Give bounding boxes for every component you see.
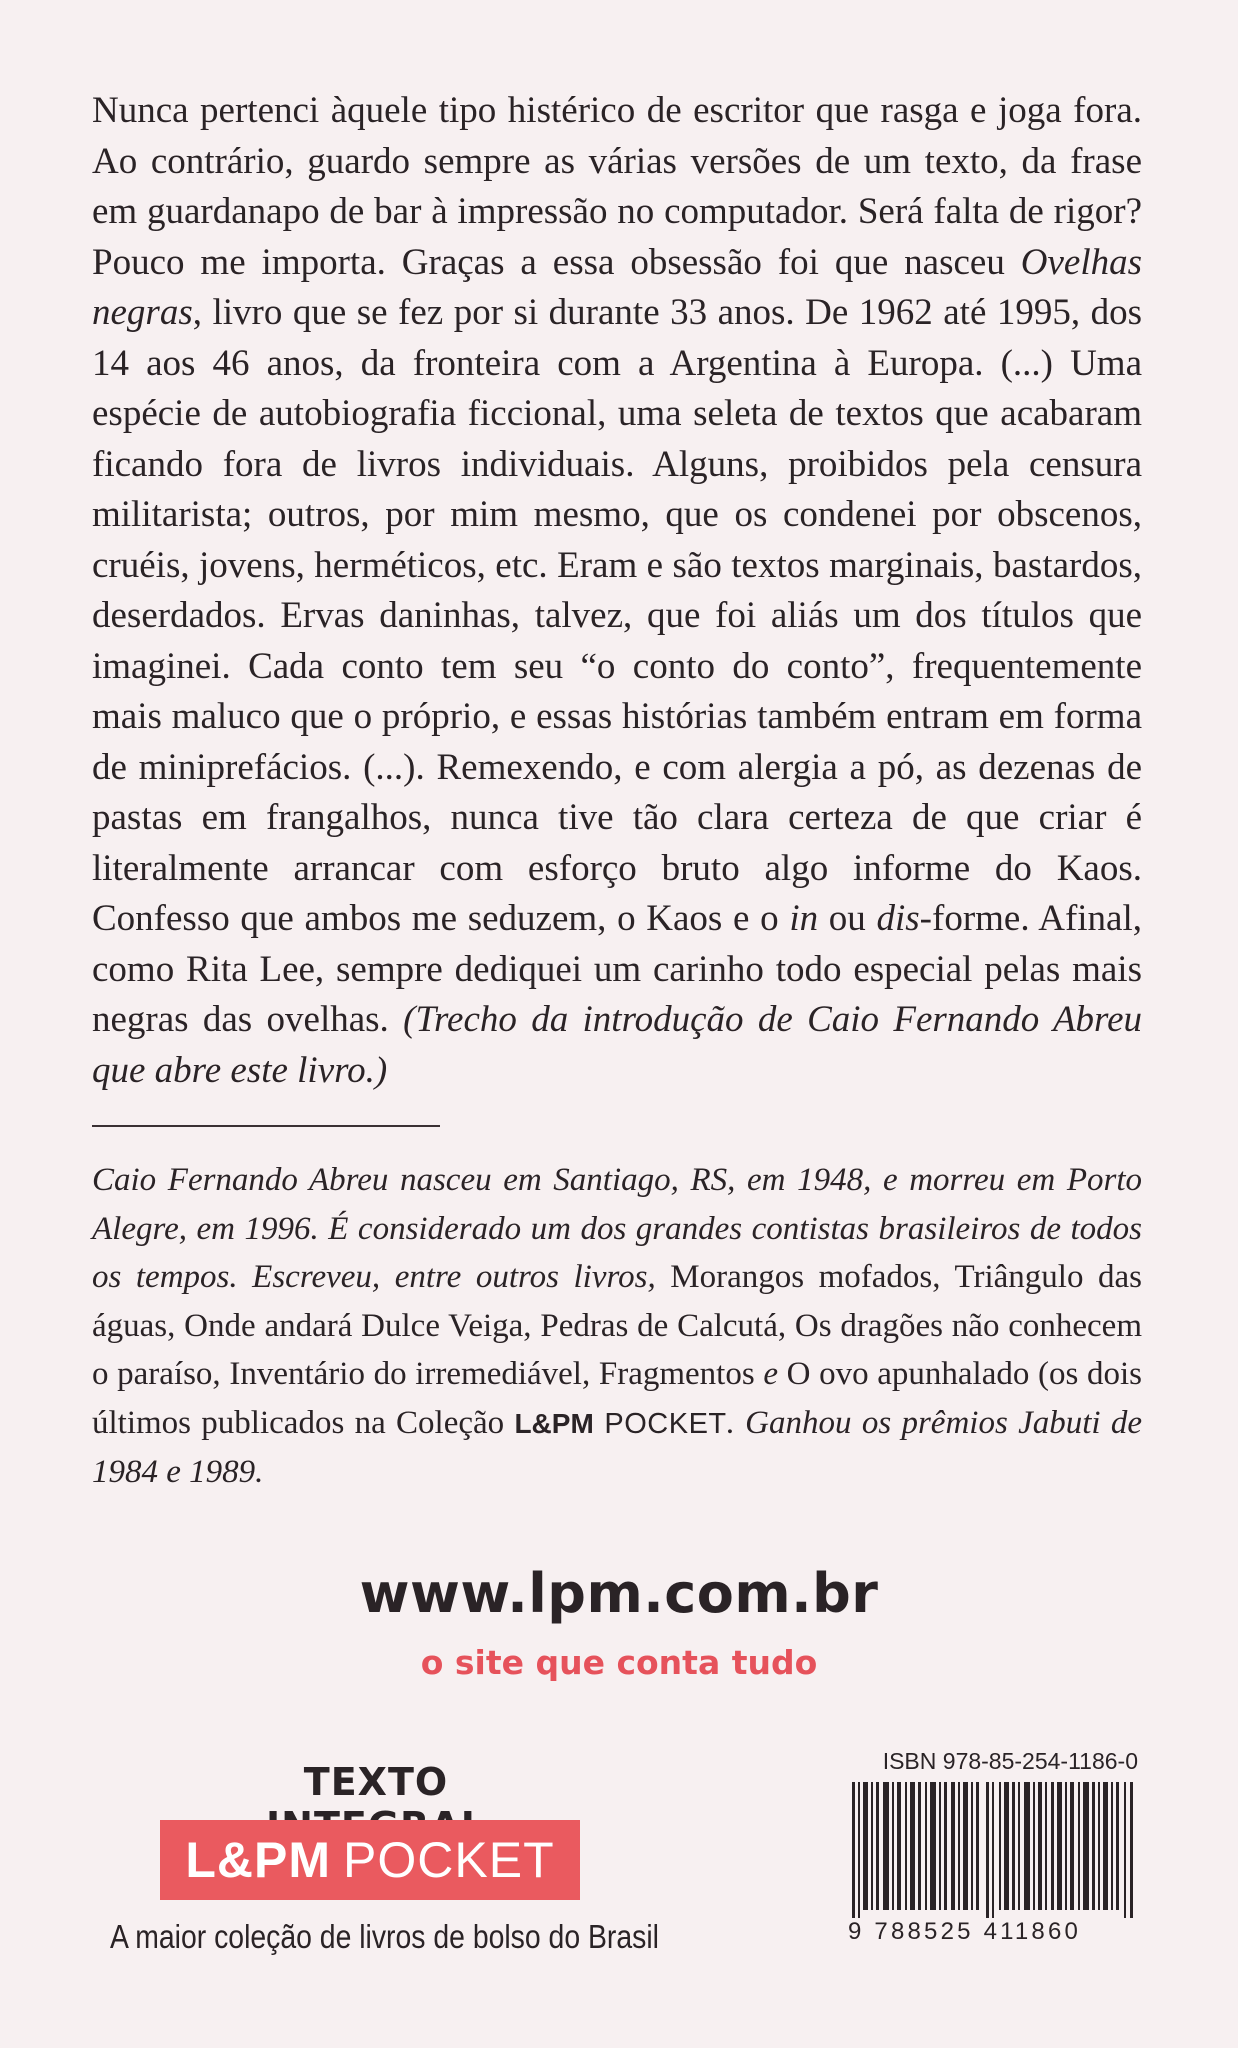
- intro-text-2: , livro que se fez por si durante 33 anos. De 1962 até 1995, dos 14 aos 46 anos, da fronteira com a Argentina à Europa. (...) Uma espécie de autobiografia ficcional, uma seleta de textos que acabaram ficando fora de livros individuais. Alguns, proibidos pela censura militarista; outros, por mim mesmo, que os condenei por obscenos, cruéis, jovens, herméticos, etc. Eram e são textos marginais, bastardos, deserdados. Ervas daninhas, talvez, que foi aliás um dos títulos que imaginei. Cada conto tem seu “o conto do conto”, frequentemente mais maluco que o próprio, e essas histórias também entram em forma de miniprefácios. (...). Remexendo, e com alergia a pó, as dezenas de pastas em frangalhos, nunca tive tão clara certeza de que criar é literalmente arrancar com esforço bruto algo informe do Kaos. Confesso que ambos me seduzem, o Kaos e o: [92, 292, 1142, 939]
- bio-books: Morangos mofados, Triângulo das águas, Onde andará Dulce Veiga, Pedras de Calcutá, Os dragões não conhecem o paraíso, Inventário do irremediável, Fragmentos: [92, 1259, 1142, 1392]
- intro-text-3: -forme. Afinal, como Rita Lee, sempre dediquei um carinho todo especial pelas mais negras das ovelhas.: [92, 898, 1143, 1040]
- website-url: www.lpm.com.br: [359, 1562, 879, 1625]
- bio-text-1: Caio Fernando Abreu nasceu em Santiago, RS, em 1948, e morreu em Porto Alegre, em 1996. É considerado um dos grandes contistas brasileiros de todos os tempos. Escreveu, entre outros livros,: [92, 1162, 1142, 1295]
- divider: [92, 1125, 440, 1127]
- author-bio: [92, 1156, 1142, 1497]
- isbn-label: ISBN 978-85-254-1186-0: [882, 1748, 1138, 1774]
- barcode-block: [848, 1748, 1138, 1958]
- intro-text-1: Nunca pertenci àquele tipo histérico de escritor que rasga e joga fora. Ao contrário, guardo sempre as várias versões de um texto, da frase em guardanapo de bar à impressão no computador. Será falta de rigor? Pouco me importa. Graças a essa obsessão foi que nasceu: [92, 90, 1142, 283]
- intro-dis: dis: [876, 898, 920, 939]
- lpm-pocket-logo: [160, 1820, 580, 1900]
- intro-in: in: [789, 898, 819, 939]
- barcode-icon: [848, 1782, 1138, 1918]
- bio-text-2: . Ganhou os prêmios Jabuti de 1984 e 1989.: [92, 1404, 1143, 1490]
- website-tagline: o site que conta tudo: [420, 1643, 818, 1682]
- barcode-digits: 9 788525 411860: [848, 1918, 1082, 1945]
- intro-ou: ou: [818, 898, 877, 939]
- intro-paragraph: [92, 86, 1142, 1096]
- bio-pocket: POCKET: [593, 1407, 727, 1440]
- logo-subtitle: A maior coleção de livros de bolso do Brasil: [110, 1918, 659, 1955]
- logo-pocket: POCKET: [343, 1832, 555, 1888]
- texto-integral-label: TEXTO: [303, 1760, 449, 1804]
- bio-book-last: O ovo apunhalado (os dois últimos publicados na Coleção: [92, 1356, 1142, 1441]
- intro-source: (Trecho da introdução de Caio Fernando Abreu que abre este livro.): [92, 999, 1142, 1091]
- book-title: Ovelhas negras: [92, 241, 1142, 333]
- logo-lpm: L&PM: [185, 1832, 332, 1888]
- bio-lpm: L&PM: [514, 1407, 594, 1439]
- bio-e: e: [763, 1356, 778, 1392]
